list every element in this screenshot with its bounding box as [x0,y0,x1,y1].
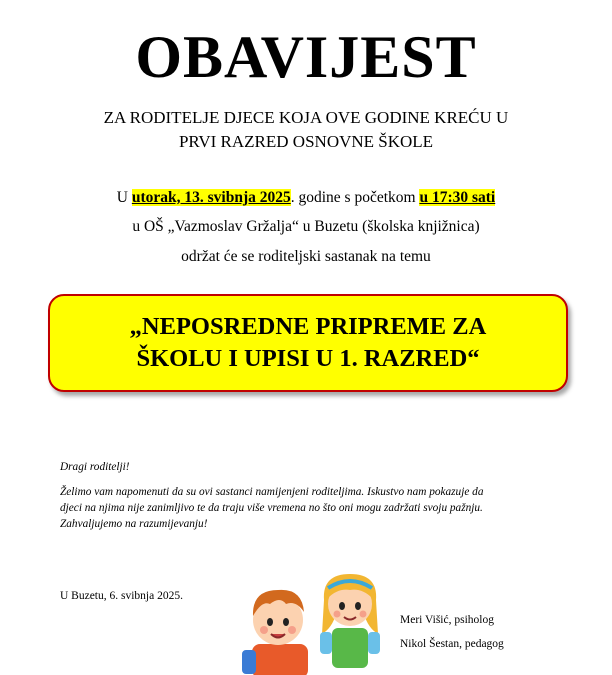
girl-figure [320,574,380,668]
children-illustration [240,568,388,675]
subtitle [0,106,612,154]
subtitle-line-1: ZA RODITELJE DJECE KOJA OVE GODINE KREĆU U [103,108,509,127]
signature-pedagogue: Nikol Šestan, pedagog [400,638,504,650]
meeting-prefix: U [116,189,132,206]
topic-line-1: „NEPOSREDNE PRIPREME ZA [129,313,487,340]
letter-body-line: Želimo vam napomenuti da su ovi sastanci namijenjeni roditeljima. Iskustvo nam pokazuje da [60,486,484,498]
letter-body-line: djeci na njima nije zanimljivo te da traju više vremena no što oni mogu zadržati svoju pažnju. [60,502,483,514]
meeting-datetime-line [0,187,612,209]
page-title: OBAVIJEST [135,24,477,90]
subtitle-line-2: PRVI RAZRED OSNOVNE ŠKOLE [178,132,434,151]
letter-body [60,484,560,532]
meeting-date: utorak, 13. svibnja 2025 [131,189,291,206]
place-date: U Buzetu, 6. svibnja 2025. [60,590,183,602]
signature-psychologist: Meri Višić, psiholog [400,614,494,626]
meeting-location: u OŠ „Vazmoslav Gržalja“ u Buzetu (školska knjižnica) [132,218,480,235]
meeting-mid: . godine s početkom [290,189,420,206]
topic-banner [48,294,568,392]
letter-body-line: Zahvaljujemo na razumijevanju! [60,518,208,530]
letter-greeting: Dragi roditelji! [60,461,130,473]
meeting-topic-intro: održat će se roditeljski sastanak na temu [181,248,431,265]
boy-figure [242,590,308,675]
meeting-time: u 17:30 sati [419,189,496,206]
topic-line-2: ŠKOLU I UPISI U 1. RAZRED“ [136,345,480,372]
